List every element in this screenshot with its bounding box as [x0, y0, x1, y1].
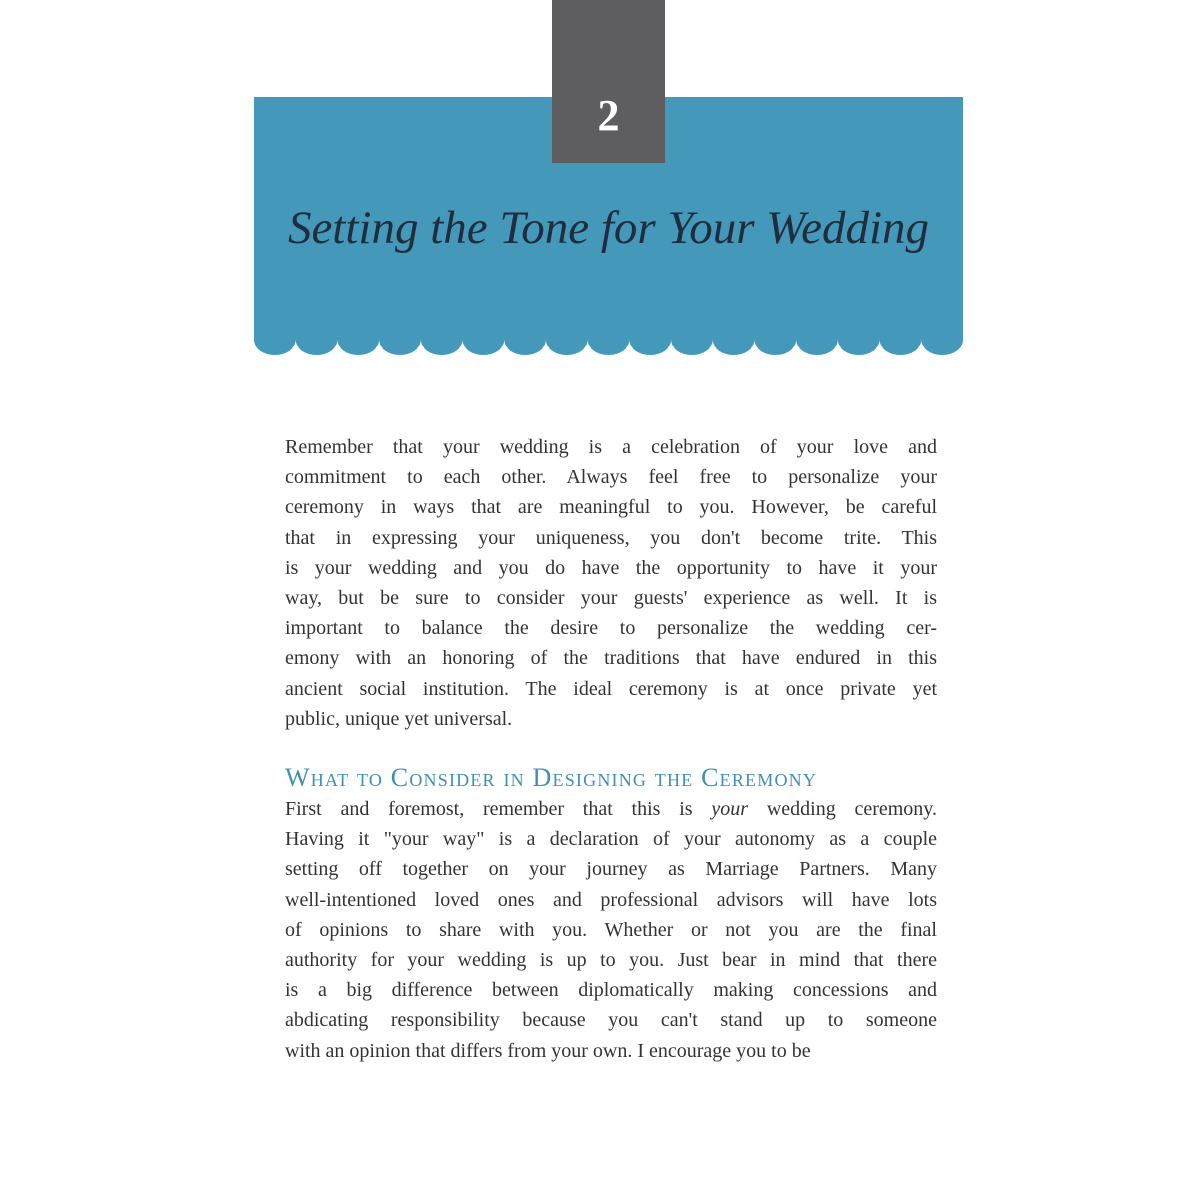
scallop-dot [667, 345, 674, 352]
section-line-text: wedding ceremony. [766, 798, 938, 820]
intro-line: emony with an honoring of the traditions that have endured in this [285, 647, 937, 670]
scallop-dot [709, 345, 716, 352]
section-line: with an opinion that differs from your own. I encourage you to be [285, 1039, 811, 1062]
scallop-dot [459, 345, 466, 352]
section-line: of opinions to share with you. Whether or not you are the final [285, 918, 937, 941]
section-line: abdicating responsibility because you can't stand up to someone [285, 1009, 937, 1032]
intro-line: Remember that your wedding is a celebration of your love and [285, 436, 937, 458]
section-line: well-intentioned loved ones and professional advisors will have lots [285, 888, 937, 911]
intro-line: way, but be sure to consider your guests' experience as well. It is [285, 586, 937, 609]
section-line: Having it "your way" is a declaration of your autonomy as a couple [285, 828, 937, 851]
scallop-dot [376, 345, 383, 352]
intro-line: commitment to each other. Always feel free to personalize your [285, 466, 937, 489]
intro-line: is your wedding and you do have the opportunity to have it your [285, 556, 937, 579]
scallop-dot [584, 345, 591, 352]
section-heading: What to Consider in Designing the Ceremony [285, 763, 818, 792]
intro-line: public, unique yet universal. [285, 707, 513, 730]
chapter-number: 2 [597, 91, 620, 140]
scallop-dot [334, 345, 341, 352]
section-line: authority for your wedding is up to you. Just bear in mind that there [285, 948, 937, 971]
scallop-dot [542, 345, 549, 352]
section-paragraph [285, 794, 937, 1066]
intro-line: important to balance the desire to personalize the wedding cer- [285, 617, 937, 640]
scallop-dot [751, 345, 758, 352]
scallop-dot [918, 345, 925, 352]
section-line-text: First and foremost, remember that this is [285, 798, 693, 820]
intro-paragraph [285, 432, 937, 734]
scallop-dot [417, 345, 424, 352]
intro-line: that in expressing your uniqueness, you don't become trite. This [285, 526, 937, 549]
scallop-dot [292, 345, 299, 352]
scallop-dot [876, 345, 883, 352]
intro-line: ceremony in ways that are meaningful to you. However, be careful [285, 496, 937, 519]
scallop-dot [834, 345, 841, 352]
emphasis-text: your [711, 798, 749, 820]
scallop-dot [626, 345, 633, 352]
section-line: is a big difference between diplomatically making concessions and [285, 979, 937, 1002]
chapter-title: Setting the Tone for Your Wedding [287, 202, 930, 254]
scallop-dot [793, 345, 800, 352]
scallop-dot [501, 345, 508, 352]
section-line [285, 794, 937, 824]
section-line: setting off together on your journey as Marriage Partners. Many [285, 858, 937, 881]
intro-line: ancient social institution. The ideal ceremony is at once private yet [285, 677, 937, 700]
